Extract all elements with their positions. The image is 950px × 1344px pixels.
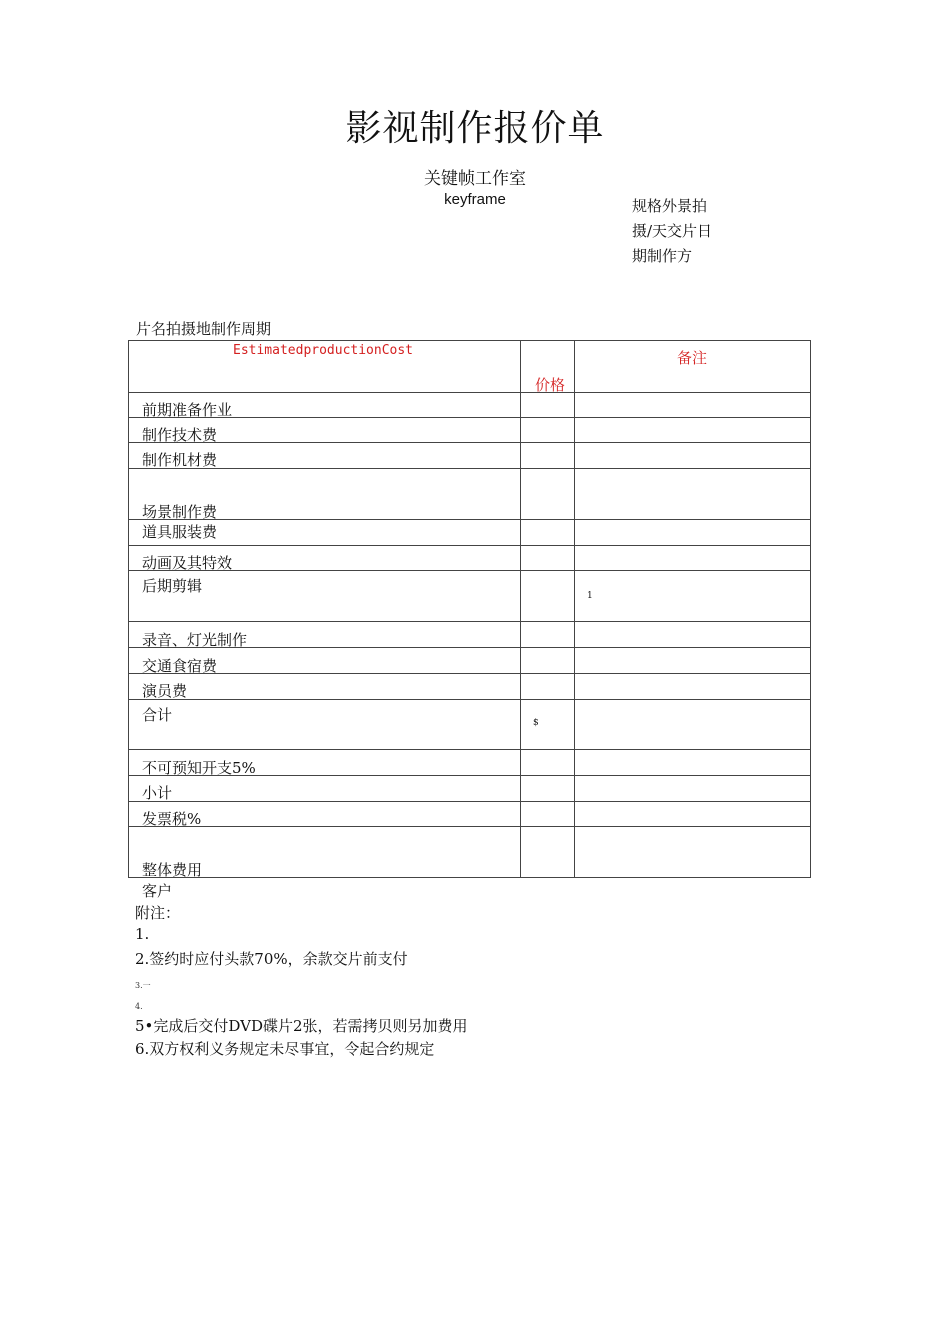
table-row <box>129 827 811 878</box>
price-cell <box>521 622 575 648</box>
row-label: 演员费 <box>142 682 188 700</box>
remark-cell <box>575 418 811 443</box>
cost-table <box>128 340 811 878</box>
project-meta-line: 片名拍摄地制作周期 <box>136 320 272 338</box>
client-label: 客户 <box>142 882 173 900</box>
row-label: 录音、灯光制作 <box>142 631 248 649</box>
table-row <box>129 700 811 750</box>
row-label: 不可预知开支5% <box>142 759 256 777</box>
price-cell <box>521 443 575 469</box>
row-label: 前期准备作业 <box>142 401 233 419</box>
note-item: 5•完成后交付DVD碟片2张，若需拷贝则另加费用 <box>135 1017 468 1035</box>
studio-name: 关键帧工作室 <box>424 169 526 189</box>
header-price-cell <box>521 341 575 393</box>
price-cell <box>521 648 575 674</box>
table-row <box>129 648 811 674</box>
table-row <box>129 571 811 622</box>
row-label: 制作机材费 <box>142 451 218 469</box>
remark-cell <box>575 674 811 700</box>
price-cell <box>521 393 575 418</box>
header-estimated-cell <box>129 341 521 393</box>
document-title: 影视制作报价单 <box>345 108 605 149</box>
side-note-line-3: 期制作方 <box>632 247 693 265</box>
remark-cell <box>575 393 811 418</box>
remark-cell <box>575 520 811 546</box>
price-cell <box>521 827 575 878</box>
remark-cell <box>575 827 811 878</box>
header-price-label: 价格 <box>535 376 566 394</box>
remark-mark: 1 <box>587 591 593 601</box>
row-label: 整体费用 <box>142 861 203 879</box>
table-row <box>129 674 811 700</box>
table-row <box>129 443 811 469</box>
table-row <box>129 520 811 546</box>
header-estimated-label: EstimatedproductionCost <box>233 343 414 358</box>
row-label: 动画及其特效 <box>142 554 233 572</box>
price-cell <box>521 469 575 520</box>
note-item: 4. <box>135 1002 143 1011</box>
price-cell <box>521 674 575 700</box>
remark-cell <box>575 700 811 750</box>
table-row <box>129 802 811 827</box>
row-label: 道具服装费 <box>142 523 218 541</box>
price-cell <box>521 700 575 750</box>
table-row <box>129 393 811 418</box>
remark-cell <box>575 648 811 674</box>
remark-cell <box>575 469 811 520</box>
remark-cell <box>575 546 811 571</box>
table-row <box>129 418 811 443</box>
brand-name: keyframe <box>444 191 506 208</box>
remark-cell <box>575 571 811 622</box>
price-cell <box>521 520 575 546</box>
row-label: 小计 <box>142 784 173 802</box>
row-label: 合计 <box>142 706 173 724</box>
row-label: 发票税% <box>142 810 202 828</box>
remark-cell <box>575 802 811 827</box>
table-row <box>129 750 811 776</box>
currency-mark: $ <box>533 718 539 728</box>
remark-cell <box>575 750 811 776</box>
price-cell <box>521 571 575 622</box>
row-label: 场景制作费 <box>142 503 218 521</box>
price-cell <box>521 418 575 443</box>
price-cell <box>521 776 575 802</box>
note-item: 3.一 <box>135 981 151 990</box>
header-remark-label: 备注 <box>677 349 708 367</box>
price-cell <box>521 546 575 571</box>
side-note-line-2: 摄/天交片日 <box>632 222 713 240</box>
note-item: 2.签约时应付头款70%，余款交片前支付 <box>135 950 408 968</box>
table-row <box>129 776 811 802</box>
row-label: 交通食宿费 <box>142 657 218 675</box>
table-row <box>129 546 811 571</box>
header-remark-cell <box>575 341 811 393</box>
row-label: 后期剪辑 <box>142 577 203 595</box>
table-row <box>129 622 811 648</box>
remark-cell <box>575 776 811 802</box>
price-cell <box>521 750 575 776</box>
notes-heading: 附注： <box>135 904 181 922</box>
row-label: 制作技术费 <box>142 426 218 444</box>
note-item: 6.双方权利义务规定未尽事宜，令起合约规定 <box>135 1040 435 1058</box>
remark-cell <box>575 622 811 648</box>
table-row <box>129 469 811 520</box>
note-item: 1. <box>135 925 150 943</box>
remark-cell <box>575 443 811 469</box>
price-cell <box>521 802 575 827</box>
side-note-line-1: 规格外景拍 <box>632 197 708 215</box>
table-header-row <box>129 341 811 393</box>
